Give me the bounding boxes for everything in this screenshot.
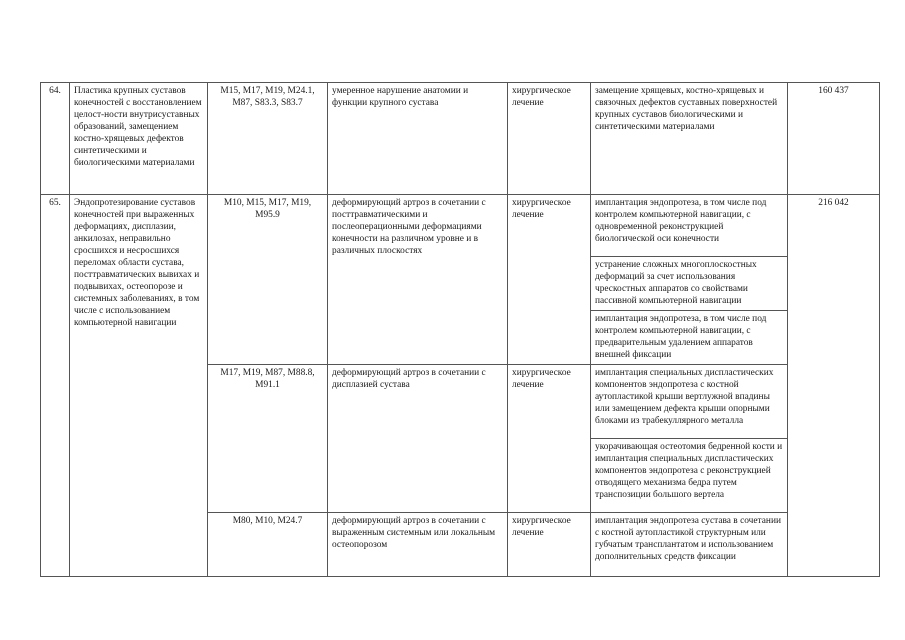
treatment-method: укорачивающая остеотомия бедренной кости и имплантация специальных диспластических компонентов эндопротеза с реконструкцией отводящего механизма бедра путем транспозиции большого вертела (591, 439, 788, 513)
patient-model: деформирующий артроз в сочетании с дисплазией сустава (328, 365, 508, 513)
diagnosis-codes: M80, M10, M24.7 (208, 513, 328, 577)
treatment-method: устранение сложных многоплоскостных деформаций за счет использования чрескостных аппаратов со свойствами пассивной компьютерной навигации (591, 257, 788, 311)
diagnosis-codes: M10, M15, M17, M19, M95.9 (208, 195, 328, 365)
treatment-method: имплантация эндопротеза сустава в сочетании с костной аутопластикой структурным или губчатым трансплантатом и использованием дополнительных средств фиксации (591, 513, 788, 577)
medical-procedures-table (40, 82, 880, 577)
treatment-type: хирургическое лечение (508, 83, 591, 195)
row-number: 65. (41, 195, 70, 577)
treatment-method: имплантация эндопротеза, в том числе под контролем компьютерной навигации, с одновременной реконструкцией биологической оси конечности (591, 195, 788, 257)
row-number: 64. (41, 83, 70, 195)
cost-value: 160 437 (788, 83, 880, 195)
treatment-type: хирургическое лечение (508, 365, 591, 513)
cost-value: 216 042 (788, 195, 880, 577)
patient-model: деформирующий артроз в сочетании с посттравматическими и послеоперационными деформациями конечности на различном уровне и в различных плоскостях (328, 195, 508, 365)
table-row (41, 83, 880, 195)
treatment-method: замещение хрящевых, костно-хрящевых и связочных дефектов суставных поверхностей крупных суставов биологическими и синтетическими материалами (591, 83, 788, 195)
patient-model: умеренное нарушение анатомии и функции крупного сустава (328, 83, 508, 195)
treatment-method: имплантация эндопротеза, в том числе под контролем компьютерной навигации, с предварительным удалением аппаратов внешней фиксации (591, 311, 788, 365)
treatment-type: хирургическое лечение (508, 513, 591, 577)
procedure-name: Эндопротезирование суставов конечностей при выраженных деформациях, дисплазии, анкилозах, неправильно сросшихся и несросшихся переломах области сустава, посттравматических вывихах и подвывихах, остеопорозе и системных заболеваниях, в том числе с использованием компьютерной навигации (70, 195, 208, 577)
table-row (41, 195, 880, 257)
procedure-name: Пластика крупных суставов конечностей с восстановлением целост-ности внутрисуставных образований, замещением костно-хрящевых дефектов синтетическими и биологическими материалами (70, 83, 208, 195)
diagnosis-codes: M15, M17, M19, M24.1, M87, S83.3, S83.7 (208, 83, 328, 195)
treatment-method: имплантация специальных диспластических компонентов эндопротеза с костной аутопластикой крыши вертлужной впадины или замещением дефекта крыши опорными блоками из трабекуллярного металла (591, 365, 788, 439)
diagnosis-codes: M17, M19, M87, M88.8, M91.1 (208, 365, 328, 513)
patient-model: деформирующий артроз в сочетании с выраженным системным или локальным остеопорозом (328, 513, 508, 577)
treatment-type: хирургическое лечение (508, 195, 591, 365)
